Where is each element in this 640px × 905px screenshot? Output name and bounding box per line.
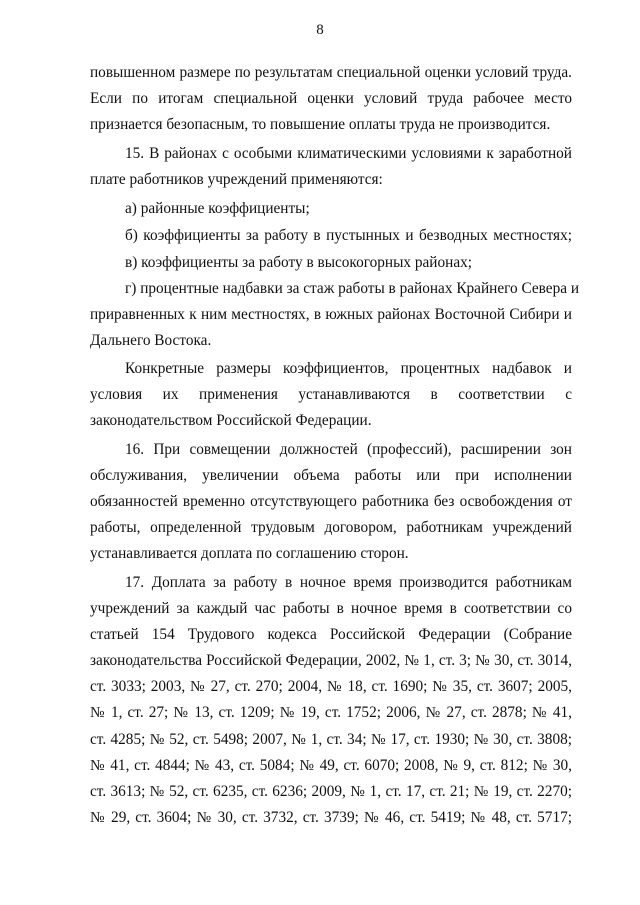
text-line: повышенном размере по результатам специальной оценки условий труда. <box>90 64 572 81</box>
text-line: г) процентные надбавки за стаж работы в районах Крайнего Севера и <box>125 280 580 297</box>
text-line: 17. Доплата за работу в ночное время производится работникам <box>125 574 572 591</box>
text-line: плате работников учреждений применяются: <box>90 171 383 188</box>
text-line: а) районные коэффициенты; <box>125 200 310 217</box>
text-line: признается безопасным, то повышение оплаты труда не производится. <box>90 116 551 133</box>
text-line: б) коэффициенты за работу в пустынных и безводных местностях; <box>125 227 572 244</box>
text-line: законодательства Российской Федерации, 2002, № 1, ст. 3; № 30, ст. 3014, <box>90 652 572 669</box>
text-line: 15. В районах с особыми климатическими условиями к заработной <box>125 145 572 162</box>
text-line: Конкретные размеры коэффициентов, процентных надбавок и <box>125 360 572 377</box>
text-line: обслуживания, увеличении объема работы или при исполнении <box>90 467 572 484</box>
text-line: условия их применения устанавливаются в соответствии с <box>90 386 572 403</box>
text-line: № 29, ст. 3604; № 30, ст. 3732, ст. 3739; № 46, ст. 5419; № 48, ст. 5717; <box>90 809 572 826</box>
text-line: учреждений за каждый час работы в ночное время в соответствии со <box>90 600 572 617</box>
text-line: ст. 4285; № 52, ст. 5498; 2007, № 1, ст. 34; № 17, ст. 1930; № 30, ст. 3808; <box>90 731 572 748</box>
text-line: Если по итогам специальной оценки условий труда рабочее место <box>90 90 572 107</box>
text-line: ст. 3613; № 52, ст. 6235, ст. 6236; 2009, № 1, ст. 17, ст. 21; № 19, ст. 2270; <box>90 783 572 800</box>
text-line: работы, определенной трудовым договором, работникам учреждений <box>90 519 572 536</box>
text-line: приравненных к ним местностях, в южных районах Восточной Сибири и <box>90 306 572 323</box>
text-line: устанавливается доплата по соглашению сторон. <box>90 545 409 562</box>
text-line: законодательством Российской Федерации. <box>90 412 372 429</box>
page-number: 8 <box>316 22 324 38</box>
text-line: ст. 3033; 2003, № 27, ст. 270; 2004, № 18, ст. 1690; № 35, ст. 3607; 2005, <box>90 678 572 695</box>
text-line: Дальнего Востока. <box>90 332 212 349</box>
text-line: № 1, ст. 27; № 13, ст. 1209; № 19, ст. 1752; 2006, № 27, ст. 2878; № 41, <box>90 704 572 721</box>
text-line: № 41, ст. 4844; № 43, ст. 5084; № 49, ст. 6070; 2008, № 9, ст. 812; № 30, <box>90 757 572 774</box>
text-line: статьей 154 Трудового кодекса Российской Федерации (Собрание <box>90 626 572 643</box>
text-line: обязанностей временно отсутствующего работника без освобождения от <box>90 493 572 510</box>
text-line: 16. При совмещении должностей (профессий), расширении зон <box>125 441 572 458</box>
text-line: в) коэффициенты за работу в высокогорных районах; <box>125 254 473 271</box>
